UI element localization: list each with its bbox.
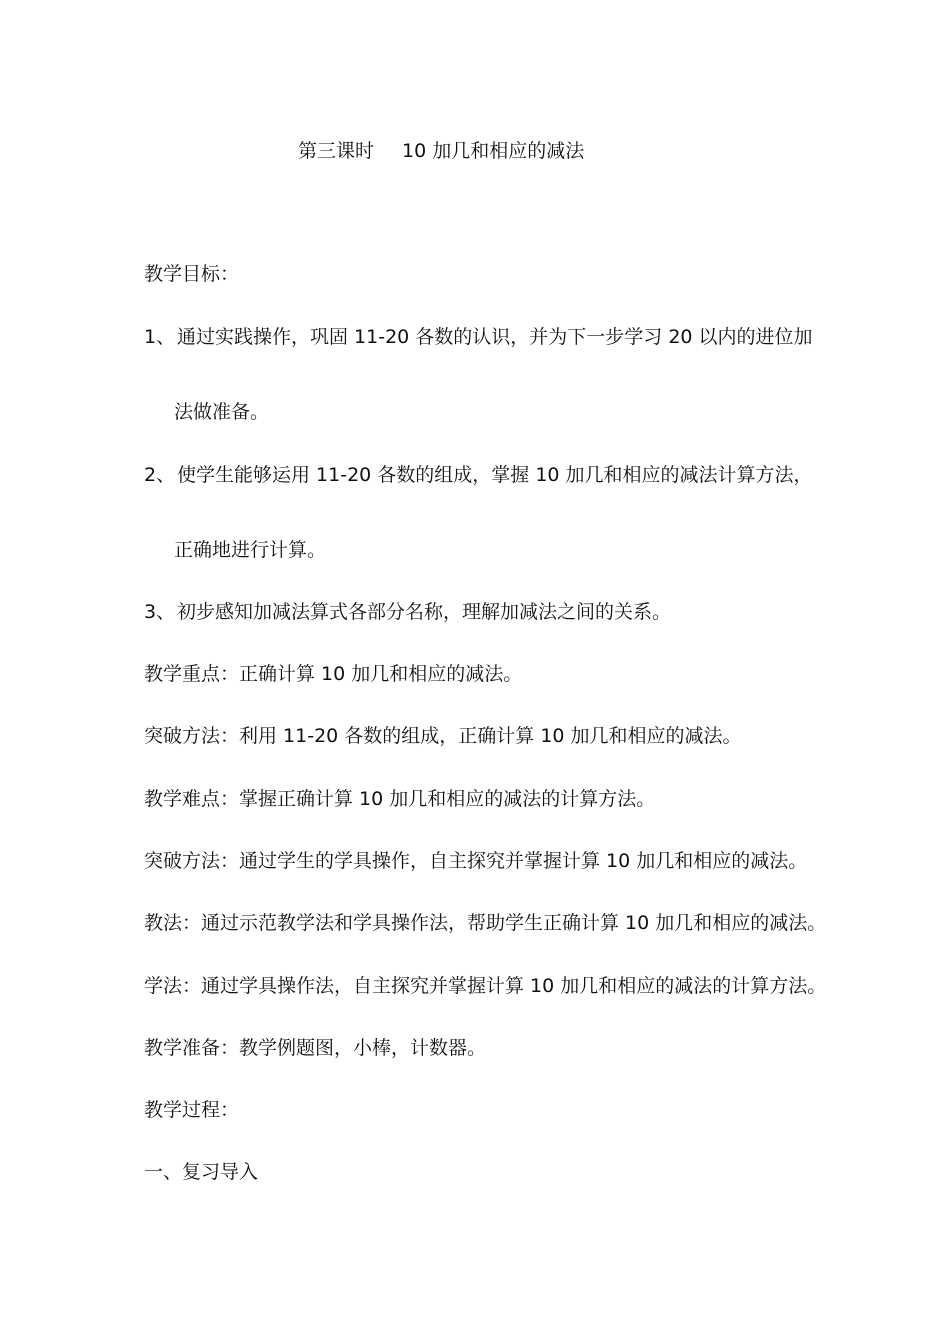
teaching-preparation: 教学准备：教学例题图，小棒，计数器。 <box>144 1037 487 1059</box>
process-heading: 教学过程： <box>144 1099 240 1121</box>
objective-2-text: 使学生能够运用 11-20 各数的组成，掌握 10 加几和相应的减法计算方法， <box>177 464 813 486</box>
objective-1-number: 1、 <box>144 326 176 348</box>
objective-3-text: 初步感知加减法算式各部分名称，理解加减法之间的关系。 <box>177 601 672 623</box>
breakthrough-method-2: 突破方法：通过学生的学具操作，自主探究并掌握计算 10 加几和相应的减法。 <box>144 850 808 872</box>
breakthrough-method-1: 突破方法：利用 11-20 各数的组成，正确计算 10 加几和相应的减法。 <box>144 725 742 747</box>
objective-2-number: 2、 <box>144 464 176 486</box>
objective-3-number: 3、 <box>144 601 176 623</box>
section-1-heading: 一、复习导入 <box>144 1161 259 1183</box>
objective-1-text: 通过实践操作，巩固 11-20 各数的认识，并为下一步学习 20 以内的进位加 <box>177 326 813 348</box>
key-point: 教学重点：正确计算 10 加几和相应的减法。 <box>144 663 523 685</box>
objective-2-line-1 <box>144 463 813 487</box>
document-title <box>298 139 584 163</box>
objective-1-line-2: 法做准备。 <box>174 401 270 423</box>
title-topic: 10 加几和相应的减法 <box>402 140 585 162</box>
title-lesson-number: 第三课时 <box>298 140 375 162</box>
objectives-heading: 教学目标： <box>144 263 240 285</box>
teaching-method: 教法：通过示范教学法和学具操作法，帮助学生正确计算 10 加几和相应的减法。 <box>144 912 827 934</box>
difficulty-point: 教学难点：掌握正确计算 10 加几和相应的减法的计算方法。 <box>144 788 656 810</box>
objective-1-line-1 <box>144 325 813 349</box>
objective-2-line-2: 正确地进行计算。 <box>174 539 327 561</box>
objective-3-line-1 <box>144 600 671 624</box>
learning-method: 学法：通过学具操作法，自主探究并掌握计算 10 加几和相应的减法的计算方法。 <box>144 975 827 997</box>
